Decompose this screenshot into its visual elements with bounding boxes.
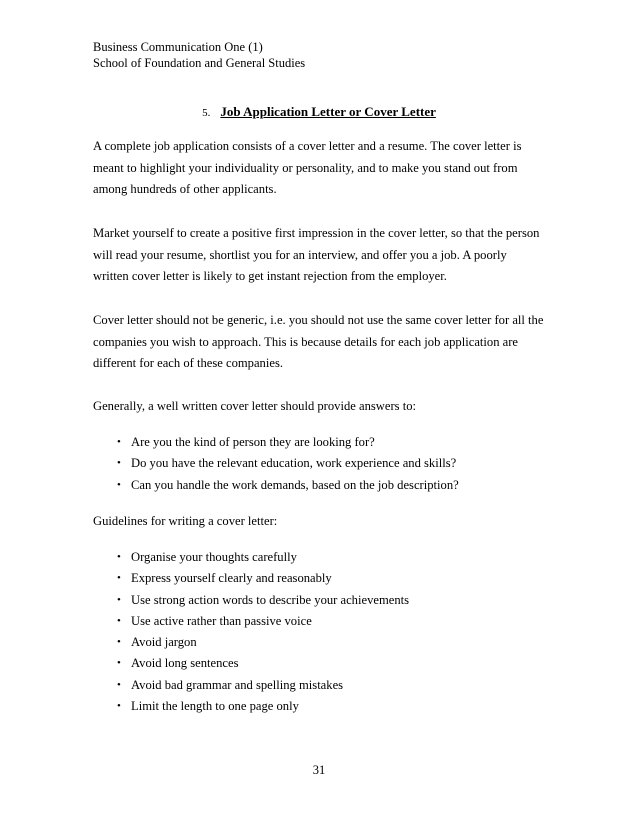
bullet-icon: •	[117, 593, 121, 606]
list-item-text: Avoid long sentences	[131, 656, 239, 671]
header-course-title: Business Communication One (1)	[93, 40, 263, 54]
paragraph-line: Cover letter should not be generic, i.e. you should not use the same cover letter for all the	[93, 313, 544, 327]
paragraph-market-yourself	[93, 223, 553, 288]
list-item-text: Limit the length to one page only	[131, 699, 299, 714]
section-title: Job Application Letter or Cover Letter	[220, 104, 436, 119]
paragraph-line: written cover letter is likely to get instant rejection from the employer.	[93, 269, 447, 284]
paragraph-not-generic	[93, 310, 553, 375]
list-item-text: Use strong action words to describe your achievements	[131, 592, 410, 607]
bullet-icon: •	[117, 572, 121, 585]
bullet-icon: •	[117, 551, 121, 563]
list-item-text: Do you have the relevant education, work experience and skills?	[131, 456, 457, 471]
paragraph-line: companies you wish to approach. This is because details for each job application are	[93, 334, 519, 349]
list-item-text: Are you the kind of person they are looking for?	[131, 435, 375, 449]
list-item-text: Avoid bad grammar and spelling mistakes	[131, 677, 344, 692]
paragraph-line: different for each of these companies.	[93, 356, 283, 371]
list-item-text: Can you handle the work demands, based on the job description?	[131, 477, 459, 492]
bullet-icon: •	[117, 436, 121, 448]
bullet-icon: •	[117, 636, 121, 649]
guidelines-intro: Guidelines for writing a cover letter:	[93, 514, 278, 528]
paragraph-line: A complete job application consists of a cover letter and a resume. The cover letter is	[93, 139, 522, 153]
section-number: 5.	[202, 107, 211, 119]
bullet-icon: •	[117, 478, 121, 491]
bullet-icon: •	[117, 457, 121, 470]
bullet-icon: •	[117, 678, 121, 691]
header-school-name: School of Foundation and General Studies	[93, 56, 306, 70]
list-item-text: Avoid jargon	[131, 635, 197, 650]
list-item-text: Express yourself clearly and reasonably	[131, 571, 332, 586]
paragraph-intro	[93, 136, 553, 201]
answers-intro: Generally, a well written cover letter should provide answers to:	[93, 399, 417, 413]
page-number: 31	[312, 763, 326, 777]
paragraph-line: among hundreds of other applicants.	[93, 182, 277, 197]
paragraph-line: will read your resume, shortlist you for an interview, and offer you a job. A poorly	[93, 247, 507, 262]
section-heading	[0, 104, 638, 120]
list-item-text: Use active rather than passive voice	[131, 613, 312, 628]
bullet-icon: •	[117, 657, 121, 670]
bullet-icon: •	[117, 700, 121, 713]
paragraph-line: Market yourself to create a positive first impression in the cover letter, so that the person	[93, 226, 540, 240]
page-header	[93, 39, 305, 71]
paragraph-line: meant to highlight your individuality or personality, and to make you stand out from	[93, 160, 518, 175]
list-item-text: Organise your thoughts carefully	[131, 550, 297, 564]
bullet-icon: •	[117, 614, 121, 627]
